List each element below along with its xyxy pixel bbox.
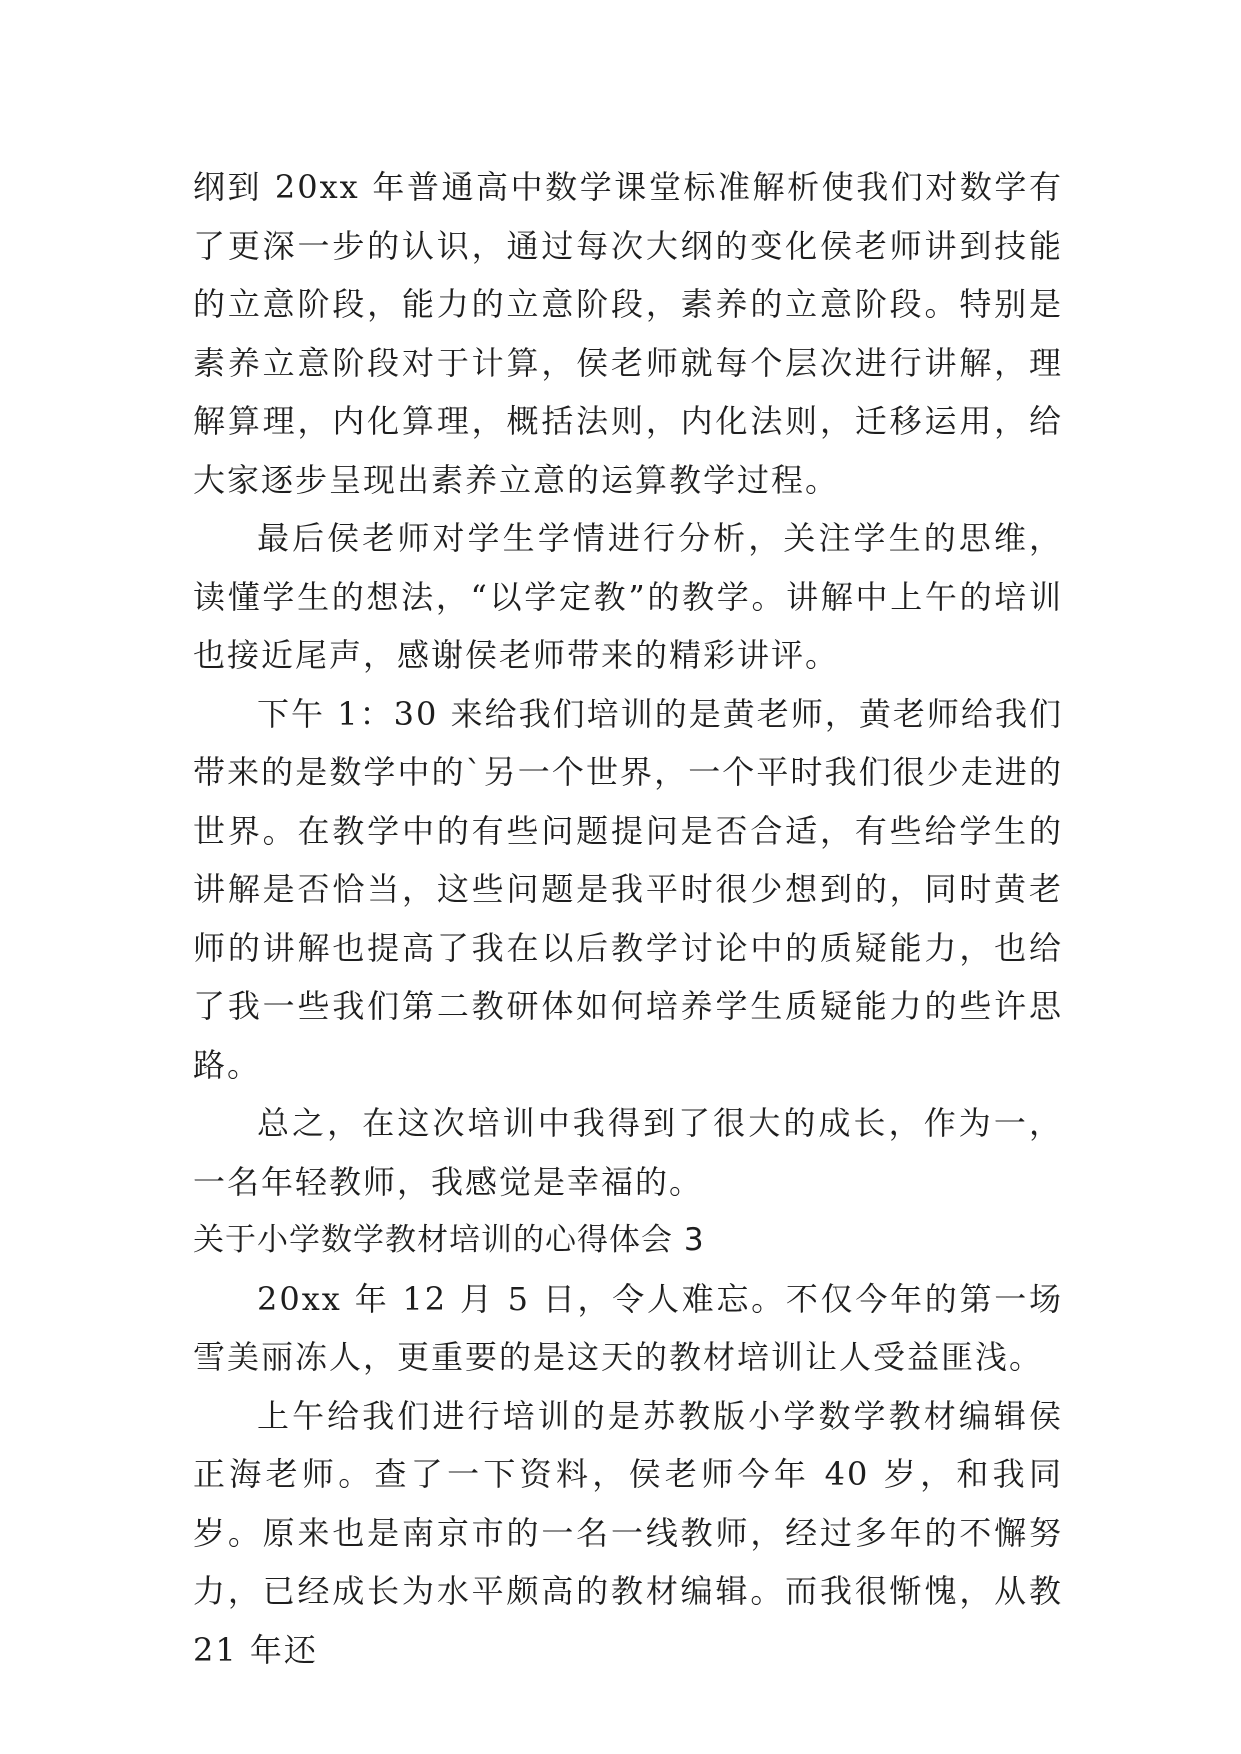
paragraph-3: 下午 1：30 来给我们培训的是黄老师，黄老师给我们带来的是数学中的`另一个世界，一个平时我们很少走进的世界。在教学中的有些问题提问是否合适，有些给学生的讲解是否恰当，这些问题是我平时很少想到的，同时黄老师的讲解也提高了我在以后教学讨论中的质疑能力，也给了我一些我们第二教研体如何培养学生质疑能力的些许思路。 — [193, 694, 1063, 1084]
document-body — [193, 158, 1063, 1679]
paragraph-2: 最后侯老师对学生学情进行分析，关注学生的思维，读懂学生的想法，“以学定教”的教学。讲解中上午的培训也接近尾声，感谢侯老师带来的精彩讲评。 — [193, 519, 1063, 674]
section-heading: 关于小学数学教材培训的心得体会 3 — [193, 1222, 705, 1258]
paragraph-5: 20xx 年 12 月 5 日，令人难忘。不仅今年的第一场雪美丽冻人，更重要的是这天的教材培训让人受益匪浅。 — [193, 1279, 1063, 1376]
paragraph-1: 纲到 20xx 年普通高中数学课堂标准解析使我们对数学有了更深一步的认识，通过每次大纲的变化侯老师讲到技能的立意阶段，能力的立意阶段，素养的立意阶段。特别是素养立意阶段对于计算，侯老师就每个层次进行讲解，理解算理，内化算理，概括法则，内化法则，迁移运用，给大家逐步呈现出素养立意的运算教学过程。 — [193, 168, 1063, 499]
paragraph-6: 上午给我们进行培训的是苏教版小学数学教材编辑侯正海老师。查了一下资料，侯老师今年 40 岁，和我同岁。原来也是南京市的一名一线教师，经过多年的不懈努力，已经成长为水平颇高的教材编辑。而我很惭愧，从教 21 年还 — [193, 1396, 1063, 1669]
paragraph-4: 总之，在这次培训中我得到了很大的成长，作为一，一名年轻教师，我感觉是幸福的。 — [193, 1104, 1063, 1201]
